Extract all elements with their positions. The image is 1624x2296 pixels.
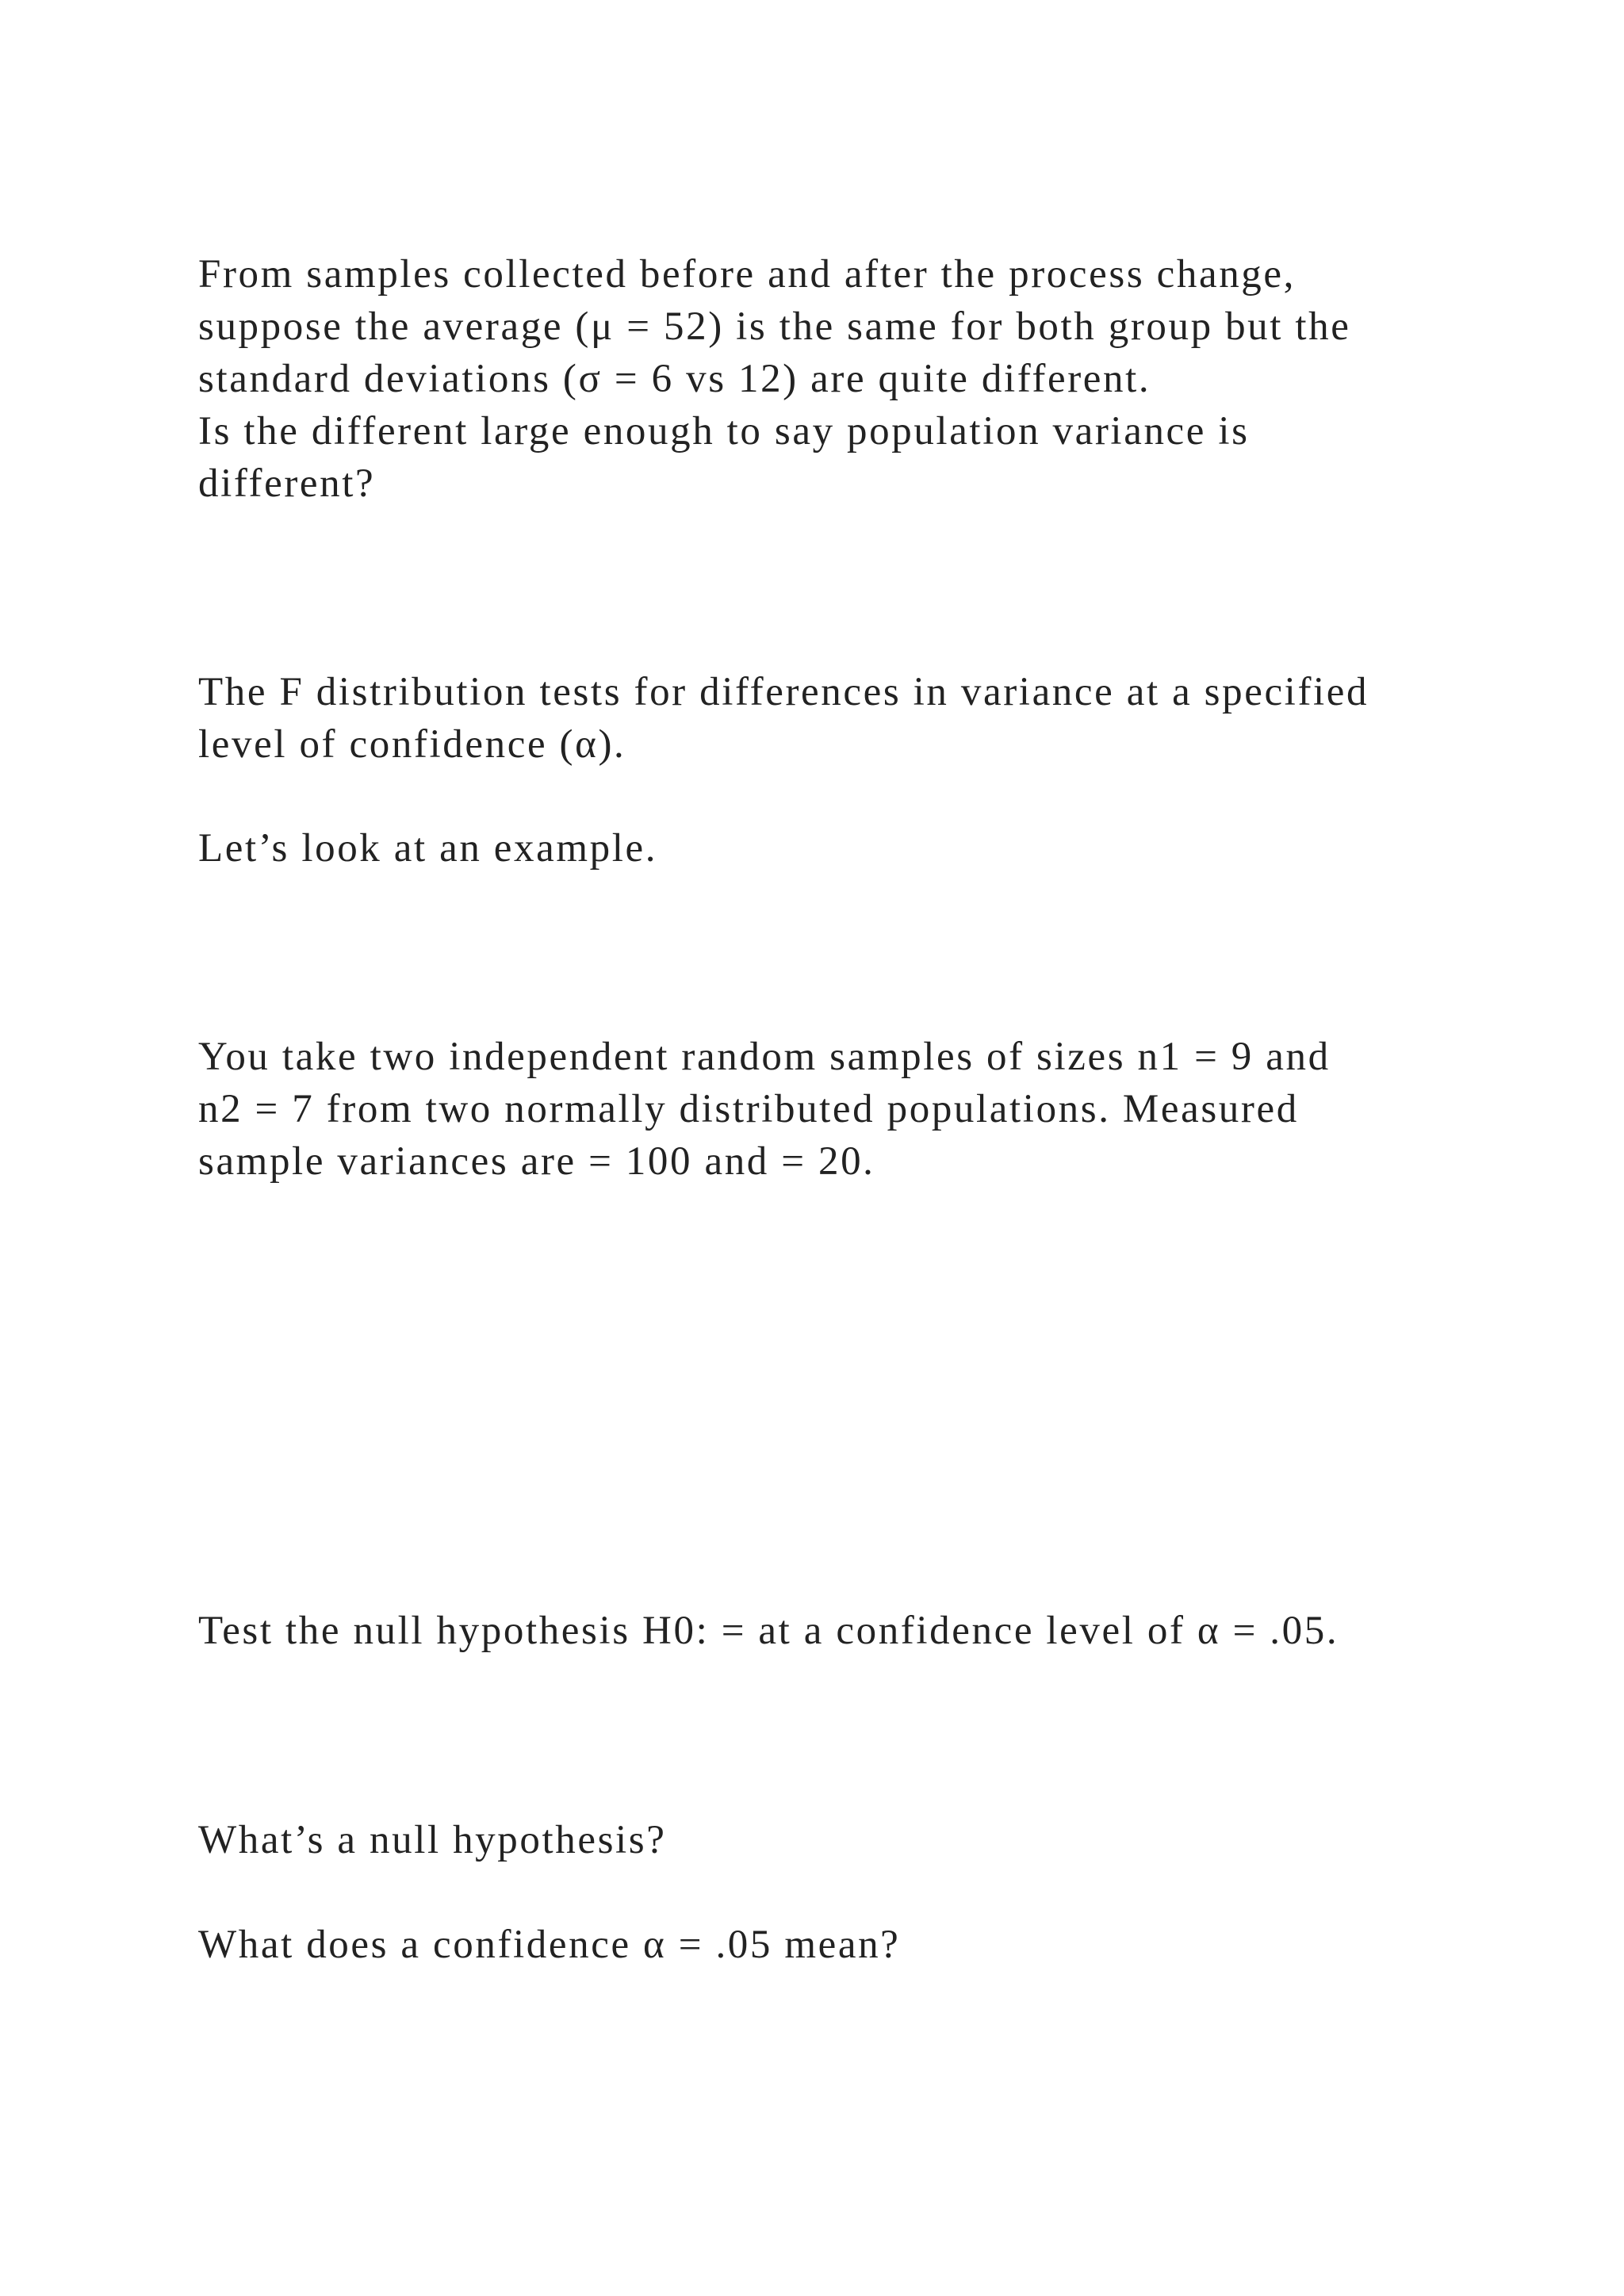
null-hypothesis-test-line: Test the null hypothesis H0: = at a confidence level of α = .05. <box>198 1609 1339 1653</box>
intro-line-5: different? <box>198 461 376 506</box>
f-distribution-line-2: level of confidence (α). <box>198 722 626 767</box>
question-null-hypothesis: What’s a null hypothesis? <box>198 1818 667 1862</box>
example-line-2: n2 = 7 from two normally distributed populations. Measured <box>198 1087 1299 1131</box>
intro-line-3: standard deviations (σ = 6 vs 12) are quite different. <box>198 357 1151 401</box>
intro-line-2: suppose the average (μ = 52) is the same for both group but the <box>198 304 1351 349</box>
question-confidence-alpha: What does a confidence α = .05 mean? <box>198 1923 901 1967</box>
example-line-3: sample variances are = 100 and = 20. <box>198 1139 875 1184</box>
intro-line-1: From samples collected before and after the process change, <box>198 252 1296 297</box>
f-distribution-line-1: The F distribution tests for differences in variance at a specified <box>198 670 1369 714</box>
intro-line-4: Is the different large enough to say population variance is <box>198 409 1250 453</box>
example-intro-line: Let’s look at an example. <box>198 826 658 871</box>
example-line-1: You take two independent random samples of sizes n1 = 9 and <box>198 1035 1331 1079</box>
